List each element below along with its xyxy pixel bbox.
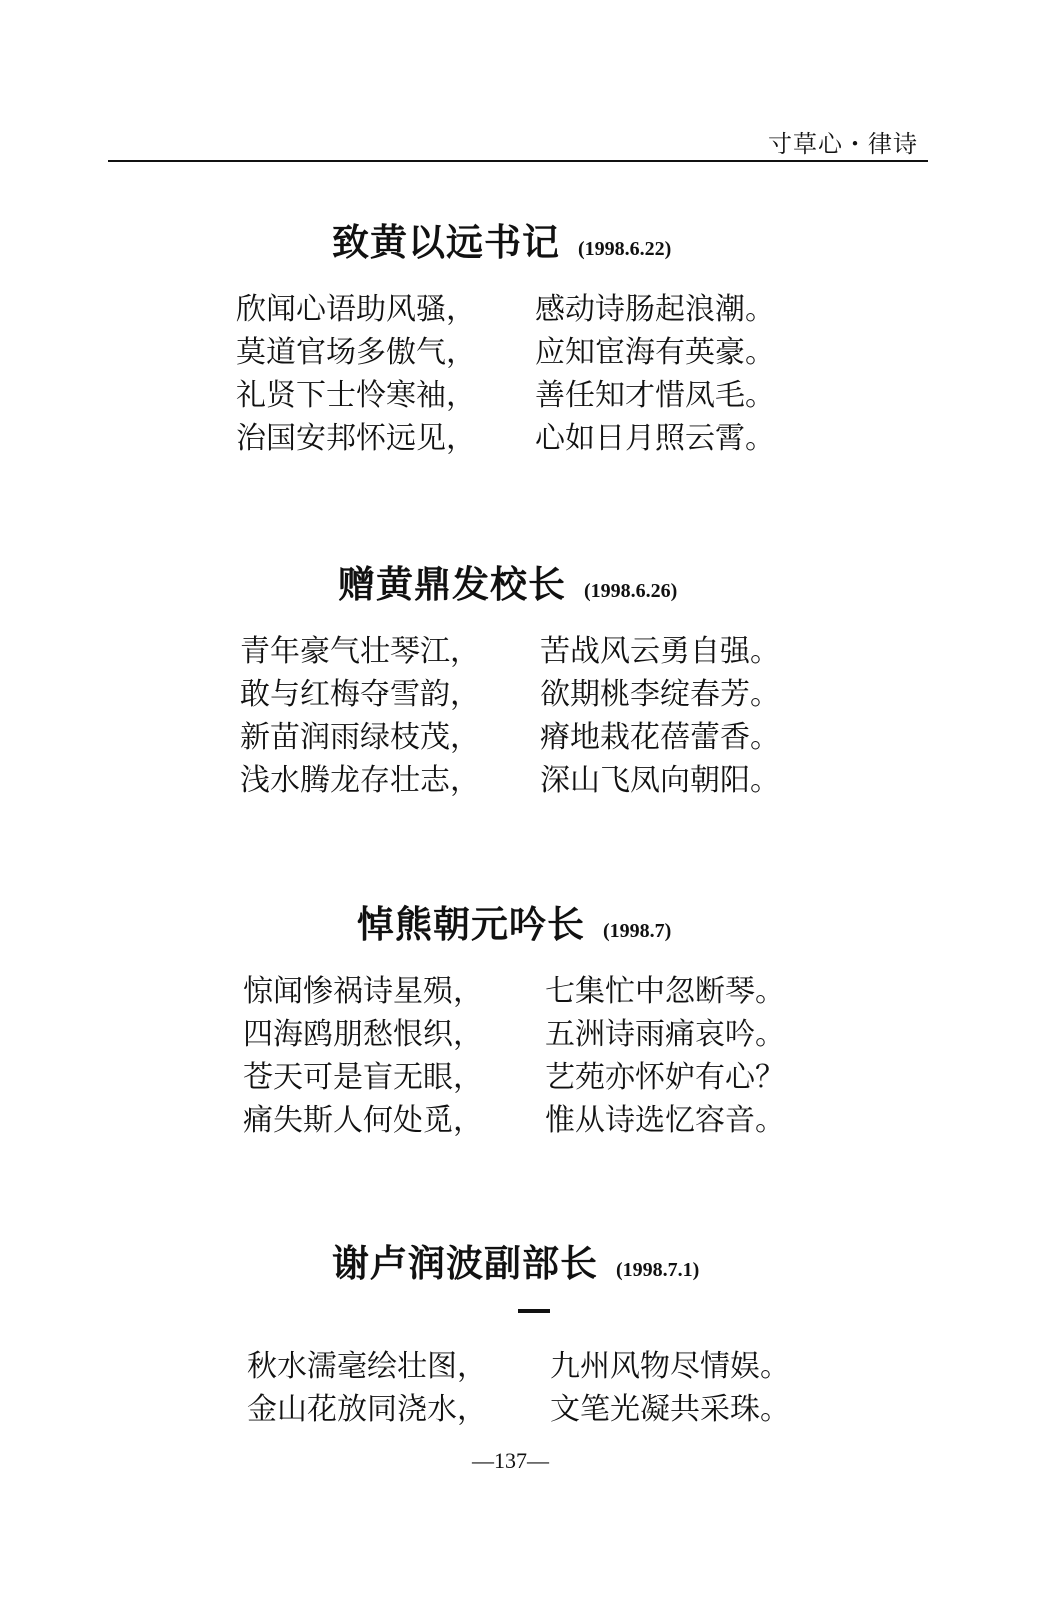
poem-title: 赠黄鼎发校长 bbox=[338, 563, 566, 606]
poem-title-row bbox=[357, 894, 671, 948]
line-second-half: 感动诗肠起浪潮。 bbox=[535, 292, 775, 327]
line-first-half: 浅水腾龙存壮志， bbox=[240, 763, 480, 798]
poem-title-row bbox=[338, 554, 677, 608]
line-second-half: 善任知才惜凤毛。 bbox=[535, 378, 775, 413]
poem-title: 致黄以远书记 bbox=[332, 221, 560, 264]
line-second-half: 心如日月照云霄。 bbox=[535, 421, 775, 456]
poem-title-row bbox=[332, 212, 671, 266]
line-second-half: 欲期桃李绽春芳。 bbox=[540, 677, 780, 712]
line-first-half: 惊闻惨祸诗星殒， bbox=[243, 974, 483, 1009]
line-second-half: 艺苑亦怀妒有心？ bbox=[545, 1060, 785, 1095]
line-first-half: 治国安邦怀远见， bbox=[236, 421, 476, 456]
line-second-half: 苦战风云勇自强。 bbox=[540, 634, 780, 669]
line-second-half: 文笔光凝共采珠。 bbox=[550, 1392, 790, 1427]
page-number bbox=[0, 1448, 1053, 1474]
line-second-half: 五洲诗雨痛哀吟。 bbox=[545, 1017, 785, 1052]
line-first-half: 秋水濡毫绘壮图， bbox=[247, 1349, 487, 1384]
line-first-half: 礼贤下士怜寒袖， bbox=[236, 378, 476, 413]
line-first-half: 四海鸥朋愁恨织， bbox=[243, 1017, 483, 1052]
running-header: 寸草心・律诗 bbox=[768, 130, 918, 158]
poem-date: (1998.6.22) bbox=[578, 238, 672, 260]
line-second-half: 应知宦海有英豪。 bbox=[535, 335, 775, 370]
line-second-half: 惟从诗选忆容音。 bbox=[545, 1103, 785, 1138]
line-first-half: 青年豪气壮琴江， bbox=[240, 634, 480, 669]
line-first-half: 欣闻心语助风骚， bbox=[236, 292, 476, 327]
poem-title: 谢卢润波副部长 bbox=[332, 1242, 598, 1285]
line-first-half: 金山花放同浇水， bbox=[247, 1392, 487, 1427]
header-rule bbox=[108, 160, 928, 162]
line-second-half: 七集忙中忽断琴。 bbox=[545, 974, 785, 1009]
line-first-half: 苍天可是盲无眼， bbox=[243, 1060, 483, 1095]
poem-title: 悼熊朝元吟长 bbox=[357, 903, 585, 946]
line-second-half: 九州风物尽情娱。 bbox=[550, 1349, 790, 1384]
line-first-half: 新苗润雨绿枝茂， bbox=[240, 720, 480, 755]
page-number-text: —137— bbox=[472, 1448, 549, 1473]
poem-date: (1998.7) bbox=[603, 920, 672, 942]
line-first-half: 敢与红梅夺雪韵， bbox=[240, 677, 480, 712]
line-first-half: 痛失斯人何处觅， bbox=[243, 1103, 483, 1138]
poem-date: (1998.7.1) bbox=[616, 1259, 700, 1281]
part-number-one bbox=[518, 1309, 550, 1313]
line-second-half: 瘠地栽花蓓蕾香。 bbox=[540, 720, 780, 755]
poem-date: (1998.6.26) bbox=[584, 580, 678, 602]
line-first-half: 莫道官场多傲气， bbox=[236, 335, 476, 370]
line-second-half: 深山飞凤向朝阳。 bbox=[540, 763, 780, 798]
poem-title-row bbox=[332, 1233, 699, 1287]
